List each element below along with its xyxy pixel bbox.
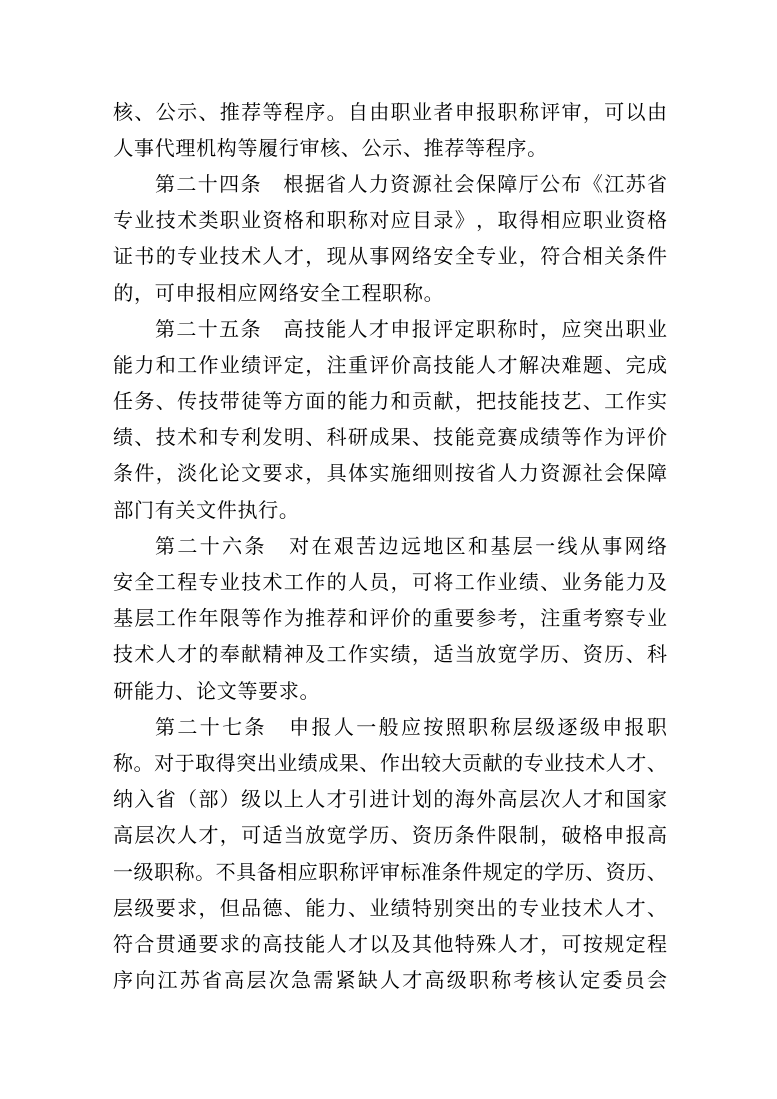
document-line: 核 、 公 示 、 推 荐 等 程 序 。 自 由 职 业 者 申 报 职 称 评 审 ， 可 以 由 [113, 101, 667, 124]
document-line: 第 二 十 四 条 根 据 省 人 力 资 源 社 会 保 障 厅 公 布 《 江 苏 省 [155, 173, 667, 196]
document-line: 纳 入 省 （ 部 ） 级 以 上 人 才 引 进 计 划 的 海 外 高 层 次 人 才 和 国 家 [113, 789, 667, 812]
document-line: 专 业 技 术 类 职 业 资 格 和 职 称 对 应 目 录 》 ， 取 得 相 应 职 业 资 格 [113, 210, 667, 233]
document-line: 第 二 十 六 条 对 在 艰 苦 边 远 地 区 和 基 层 一 线 从 事 网 络 [155, 535, 667, 558]
document-line: 高 层 次 人 才 ， 可 适 当 放 宽 学 历 、 资 历 条 件 限 制 ， 破 格 申 报 高 [113, 825, 667, 848]
document-line: 基 层 工 作 年 限 等 作 为 推 荐 和 评 价 的 重 要 参 考 ， 注 重 考 察 专 业 [113, 608, 667, 631]
document-line: 任 务 、 传 技 带 徒 等 方 面 的 能 力 和 贡 献 ， 把 技 能 技 艺 、 工 作 实 [113, 391, 667, 414]
document-line: 条 件 ， 淡 化 论 文 要 求 ， 具 体 实 施 细 则 按 省 人 力 资 源 社 会 保 障 [113, 463, 667, 486]
document-line: 称 。 对 于 取 得 突 出 业 绩 成 果 、 作 出 较 大 贡 献 的 专 业 技 术 人 才 、 [113, 752, 667, 775]
document-line: 的 ， 可 申 报 相 应 网 络 安 全 工 程 职 称 。 [113, 282, 444, 305]
document-line: 证 书 的 专 业 技 术 人 才 ， 现 从 事 网 络 安 全 专 业 ， 符 合 相 关 条 件 [113, 246, 667, 269]
document-line: 绩 、 技 术 和 专 利 发 明 、 科 研 成 果 、 技 能 竞 赛 成 绩 等 作 为 评 价 [113, 427, 667, 450]
document-line: 人 事 代 理 机 构 等 履 行 审 核 、 公 示 、 推 荐 等 程 序 。 [113, 137, 548, 160]
document-line: 能 力 和 工 作 业 绩 评 定 ， 注 重 评 价 高 技 能 人 才 解 决 难 题 、 完 成 [113, 354, 667, 377]
document-line: 层 级 要 求 ， 但 品 德 、 能 力 、 业 绩 特 别 突 出 的 专 业 技 术 人 才 、 [113, 897, 667, 920]
document-line: 一 级 职 称 。 不 具 备 相 应 职 称 评 审 标 准 条 件 规 定 的 学 历 、 资 历 、 [113, 861, 667, 884]
document-line: 技 术 人 才 的 奉 献 精 神 及 工 作 实 绩 ， 适 当 放 宽 学 历 、 资 历 、 科 [113, 644, 667, 667]
document-body [113, 92, 667, 997]
document-line: 序 向 江 苏 省 高 层 次 急 需 紧 缺 人 才 高 级 职 称 考 核 认 定 委 员 会 [113, 970, 667, 993]
document-line: 研 能 力 、 论 文 等 要 求 。 [113, 680, 320, 703]
document-line: 符 合 贯 通 要 求 的 高 技 能 人 才 以 及 其 他 特 殊 人 才 ， 可 按 规 定 程 [113, 933, 667, 956]
document-line: 第 二 十 七 条 申 报 人 一 般 应 按 照 职 称 层 级 逐 级 申 报 职 [155, 716, 667, 739]
document-line: 安 全 工 程 专 业 技 术 工 作 的 人 员 ， 可 将 工 作 业 绩 、 业 务 能 力 及 [113, 572, 667, 595]
document-line: 第 二 十 五 条 高 技 能 人 才 申 报 评 定 职 称 时 ， 应 突 出 职 业 [155, 318, 667, 341]
document-line: 部 门 有 关 文 件 执 行 。 [113, 499, 299, 522]
